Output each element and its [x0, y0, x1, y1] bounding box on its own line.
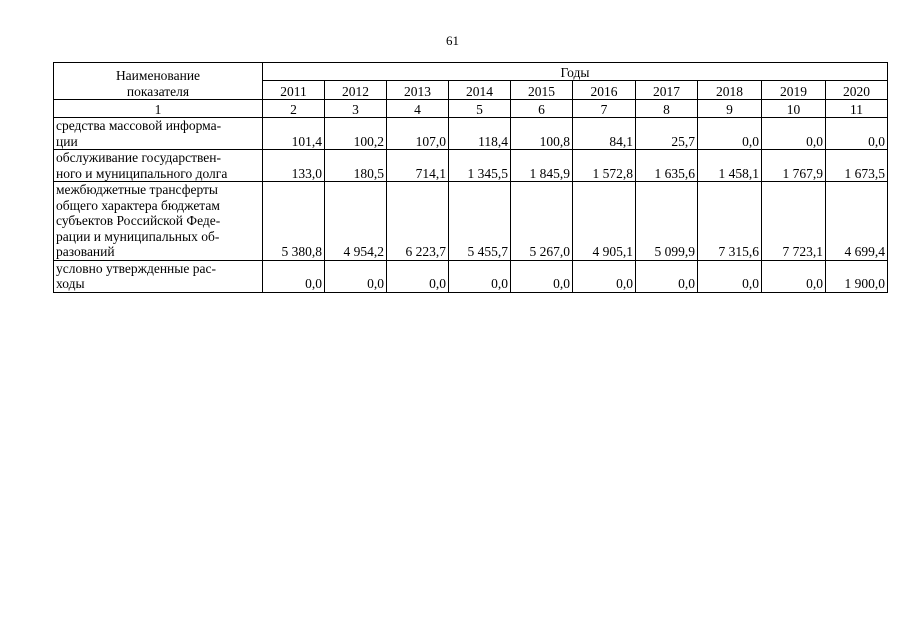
value-cell: 0,0 [387, 260, 449, 292]
value-cell: 0,0 [762, 260, 826, 292]
page-number: 61 [446, 33, 459, 48]
column-number: 8 [636, 100, 698, 118]
column-number: 4 [387, 100, 449, 118]
value-cell: 0,0 [698, 118, 762, 150]
column-number: 10 [762, 100, 826, 118]
table-row [54, 260, 888, 292]
value-cell: 7 723,1 [762, 182, 826, 261]
value-cell: 1 767,9 [762, 150, 826, 182]
column-number: 11 [826, 100, 888, 118]
value-cell: 0,0 [511, 260, 573, 292]
row-label-line: межбюджетные трансферты [56, 182, 218, 197]
value-cell: 4 699,4 [826, 182, 888, 261]
value-cell: 5 099,9 [636, 182, 698, 261]
value-cell: 118,4 [449, 118, 511, 150]
row-label-line: рации и муниципальных об- [56, 228, 220, 244]
row-label-line: разований [56, 244, 115, 259]
table-row [54, 150, 888, 182]
value-cell: 0,0 [325, 260, 387, 292]
row-label [54, 118, 263, 150]
year-header: 2019 [762, 81, 826, 100]
value-cell: 5 267,0 [511, 182, 573, 261]
column-number: 7 [573, 100, 636, 118]
value-cell: 0,0 [573, 260, 636, 292]
value-cell: 0,0 [698, 260, 762, 292]
row-label-line: ходы [56, 276, 85, 291]
year-header: 2013 [387, 81, 449, 100]
year-header: 2018 [698, 81, 762, 100]
value-cell: 6 223,7 [387, 182, 449, 261]
row-label-line: ции [56, 133, 78, 149]
year-header: 2014 [449, 81, 511, 100]
row-label-line: общего характера бюджетам [56, 197, 220, 213]
value-cell: 180,5 [325, 150, 387, 182]
value-cell: 133,0 [263, 150, 325, 182]
value-cell: 25,7 [636, 118, 698, 150]
row-label [54, 182, 263, 261]
value-cell: 1 572,8 [573, 150, 636, 182]
column-header-name-line: Наименование [115, 68, 201, 83]
budget-table [53, 62, 888, 293]
year-header: 2016 [573, 81, 636, 100]
column-number: 2 [263, 100, 325, 118]
row-label-line: условно утвержденные рас- [56, 260, 216, 276]
value-cell: 100,2 [325, 118, 387, 150]
value-cell: 0,0 [636, 260, 698, 292]
value-cell: 1 900,0 [826, 260, 888, 292]
table-row [54, 182, 888, 261]
value-cell: 1 845,9 [511, 150, 573, 182]
row-label-line: средства массовой информа- [56, 118, 222, 133]
row-label [54, 150, 263, 182]
column-number: 3 [325, 100, 387, 118]
value-cell: 1 673,5 [826, 150, 888, 182]
value-cell: 0,0 [762, 118, 826, 150]
value-cell: 714,1 [387, 150, 449, 182]
row-label-line: обслуживание государствен- [56, 150, 221, 165]
row-label [54, 260, 263, 292]
value-cell: 0,0 [263, 260, 325, 292]
table-row [54, 118, 888, 150]
value-cell: 101,4 [263, 118, 325, 150]
header-row-top [54, 63, 888, 81]
column-number: 1 [54, 100, 263, 118]
header-row-column-numbers [54, 100, 888, 118]
value-cell: 4 954,2 [325, 182, 387, 261]
year-header: 2017 [636, 81, 698, 100]
value-cell: 1 635,6 [636, 150, 698, 182]
value-cell: 1 345,5 [449, 150, 511, 182]
row-label-line: субъектов Российской Феде- [56, 213, 221, 228]
column-header-years: Годы [263, 63, 888, 81]
column-number: 5 [449, 100, 511, 118]
year-header: 2015 [511, 81, 573, 100]
value-cell: 5 455,7 [449, 182, 511, 261]
value-cell: 7 315,6 [698, 182, 762, 261]
value-cell: 107,0 [387, 118, 449, 150]
value-cell: 84,1 [573, 118, 636, 150]
value-cell: 0,0 [449, 260, 511, 292]
year-header: 2012 [325, 81, 387, 100]
column-number: 6 [511, 100, 573, 118]
value-cell: 100,8 [511, 118, 573, 150]
column-header-name [54, 63, 263, 100]
year-header: 2011 [263, 81, 325, 100]
row-label-line: ного и муниципального долга [56, 165, 228, 181]
value-cell: 1 458,1 [698, 150, 762, 182]
column-number: 9 [698, 100, 762, 118]
value-cell: 5 380,8 [263, 182, 325, 261]
value-cell: 0,0 [826, 118, 888, 150]
column-header-name-line: показателя [126, 83, 190, 99]
year-header: 2020 [826, 81, 888, 100]
value-cell: 4 905,1 [573, 182, 636, 261]
